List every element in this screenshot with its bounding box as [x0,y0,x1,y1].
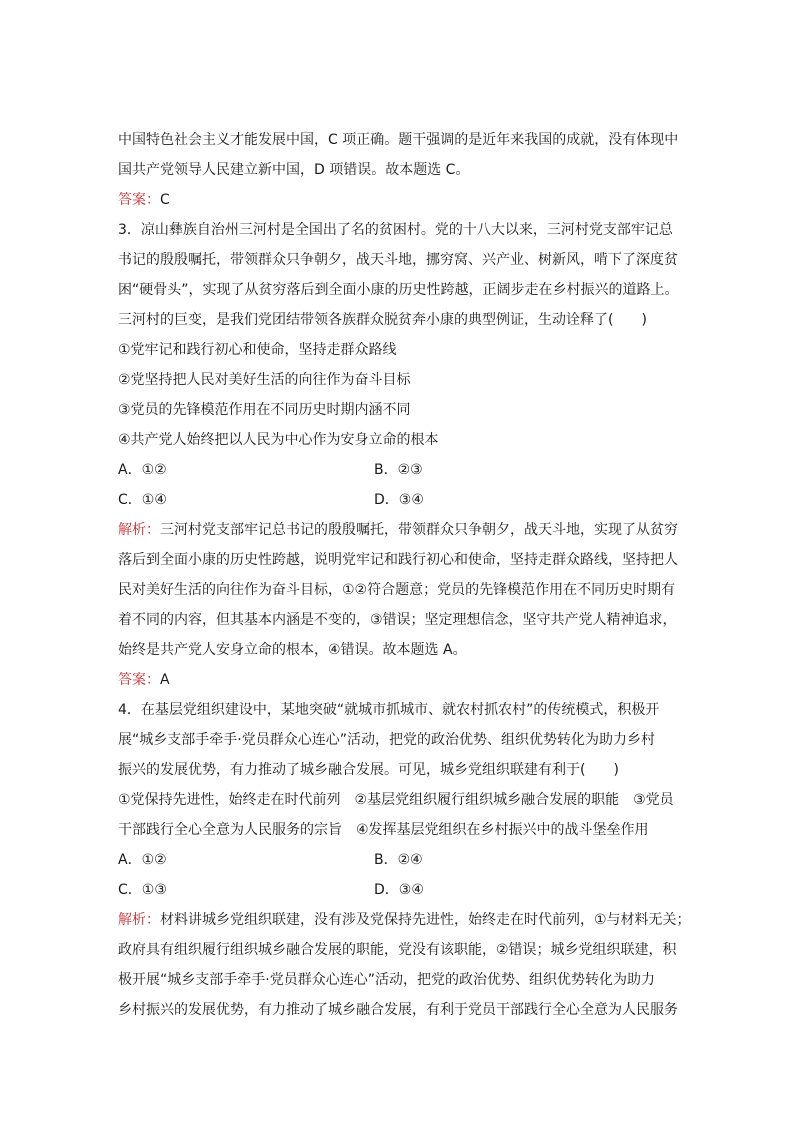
question-3-statements [118,335,678,455]
question-3-stem [118,215,678,335]
analysis-label: 解析： [118,522,160,538]
analysis-line: 极开展“城乡支部手牵手·党员群众心连心”活动，把党的政治优势、组织优势转化为助力 [118,972,655,988]
analysis-line: 政府具有组织履行组织城乡融合发展的职能，党没有该职能，②错误；城乡党组织联建，积 [118,942,677,958]
statement-item: ④共产党人始终把以人民为中心作为安身立命的根本 [118,432,439,448]
statement-item: ③党员的先锋模范作用在不同历史时期内涵不同 [118,402,411,418]
analysis-label: 解析： [118,912,160,928]
option-b: B．②③ [374,462,423,478]
option-b: B．②④ [374,852,423,868]
intro-line: 中国特色社会主义才能发展中国，C 项正确。题干强调的是近年来我国的成就，没有体现中 [118,132,679,148]
analysis-line: 乡村振兴的发展优势，有力推动了城乡融合发展，有利于党员干部践行全心全意为人民服务 [118,1002,678,1018]
stem-line: 振兴的发展优势，有力推动了城乡融合发展。可见，城乡党组织联建有利于( ) [118,762,619,778]
question-4-analysis [118,905,691,1025]
option-d: D．③④ [374,492,424,508]
statement-item: ①党牢记和践行初心和使命，坚持走群众路线 [118,342,397,358]
statement-line: 干部践行全心全意为人民服务的宗旨 ④发挥基层党组织在乡村振兴中的战斗堡垒作用 [118,822,649,838]
analysis-line: 落后到全面小康的历史性跨越，说明党牢记和践行初心和使命，坚持走群众路线，坚持把人 [118,552,678,568]
analysis-line: 始终是共产党人安身立命的根本，④错误。故本题选 A。 [118,642,467,658]
analysis-line: 三河村党支部牢记总书记的殷殷嘱托，带领群众只争朝夕，战天斗地，实现了从贫穷 [160,522,678,538]
stem-line: 三河村的巨变，是我们党团结带领各族群众脱贫奔小康的典型例证，生动诠释了( ) [118,312,647,328]
question-3-options [118,455,678,515]
stem-line: 困“硬骨头”，实现了从贫穷落后到全面小康的历史性跨越，正阔步走在乡村振兴的道路上。 [118,282,679,298]
stem-line: 展“城乡支部手牵手·党员群众心连心”活动，把党的政治优势、组织优势转化为助力乡村 [118,732,655,748]
stem-line: 4．在基层党组织建设中，某地突破“就城市抓城市、就农村抓农村”的传统模式，积极开 [118,702,660,718]
statement-item: ②党坚持把人民对美好生活的向往作为奋斗目标 [118,372,411,388]
option-c: C．①④ [118,492,167,508]
option-d: D．③④ [374,882,424,898]
stem-line: 书记的殷殷嘱托，带领群众只争朝夕，战天斗地，挪穷窝、兴产业、树新风，啃下了深度贫 [118,252,678,268]
question-3-answer [118,665,678,695]
answer-prev [118,185,678,215]
analysis-line: 民对美好生活的向往作为奋斗目标，①②符合题意；党员的先锋模范作用在不同历史时期有 [118,582,676,598]
answer-value: A [160,672,170,688]
question-4-stem [118,695,678,785]
question-4-options [118,845,678,905]
document-content [118,125,691,1025]
intro-line: 国共产党领导人民建立新中国，D 项错误。故本题选 C。 [118,162,470,178]
option-c: C．①③ [118,882,167,898]
option-a: A．①② [118,462,167,478]
option-a: A．①② [118,852,167,868]
statement-line: ①党保持先进性，始终走在时代前列 ②基层党组织履行组织城乡融合发展的职能 ③党员 [118,792,674,808]
analysis-line: 材料讲城乡党组织联建，没有涉及党保持先进性，始终走在时代前列，①与材料无关； [160,912,691,928]
question-3-analysis [118,515,678,665]
stem-line: 3．凉山彝族自治州三河村是全国出了名的贫困村。党的十八大以来，三河村党支部牢记总 [118,222,673,238]
answer-label: 答案： [118,192,160,208]
question-4-statements [118,785,678,845]
answer-label: 答案： [118,672,160,688]
answer-value: C [160,192,170,208]
intro-paragraph [118,125,678,185]
analysis-line: 着不同的内容，但其基本内涵是不变的，③错误；坚定理想信念，坚守共产党人精神追求， [118,612,677,628]
